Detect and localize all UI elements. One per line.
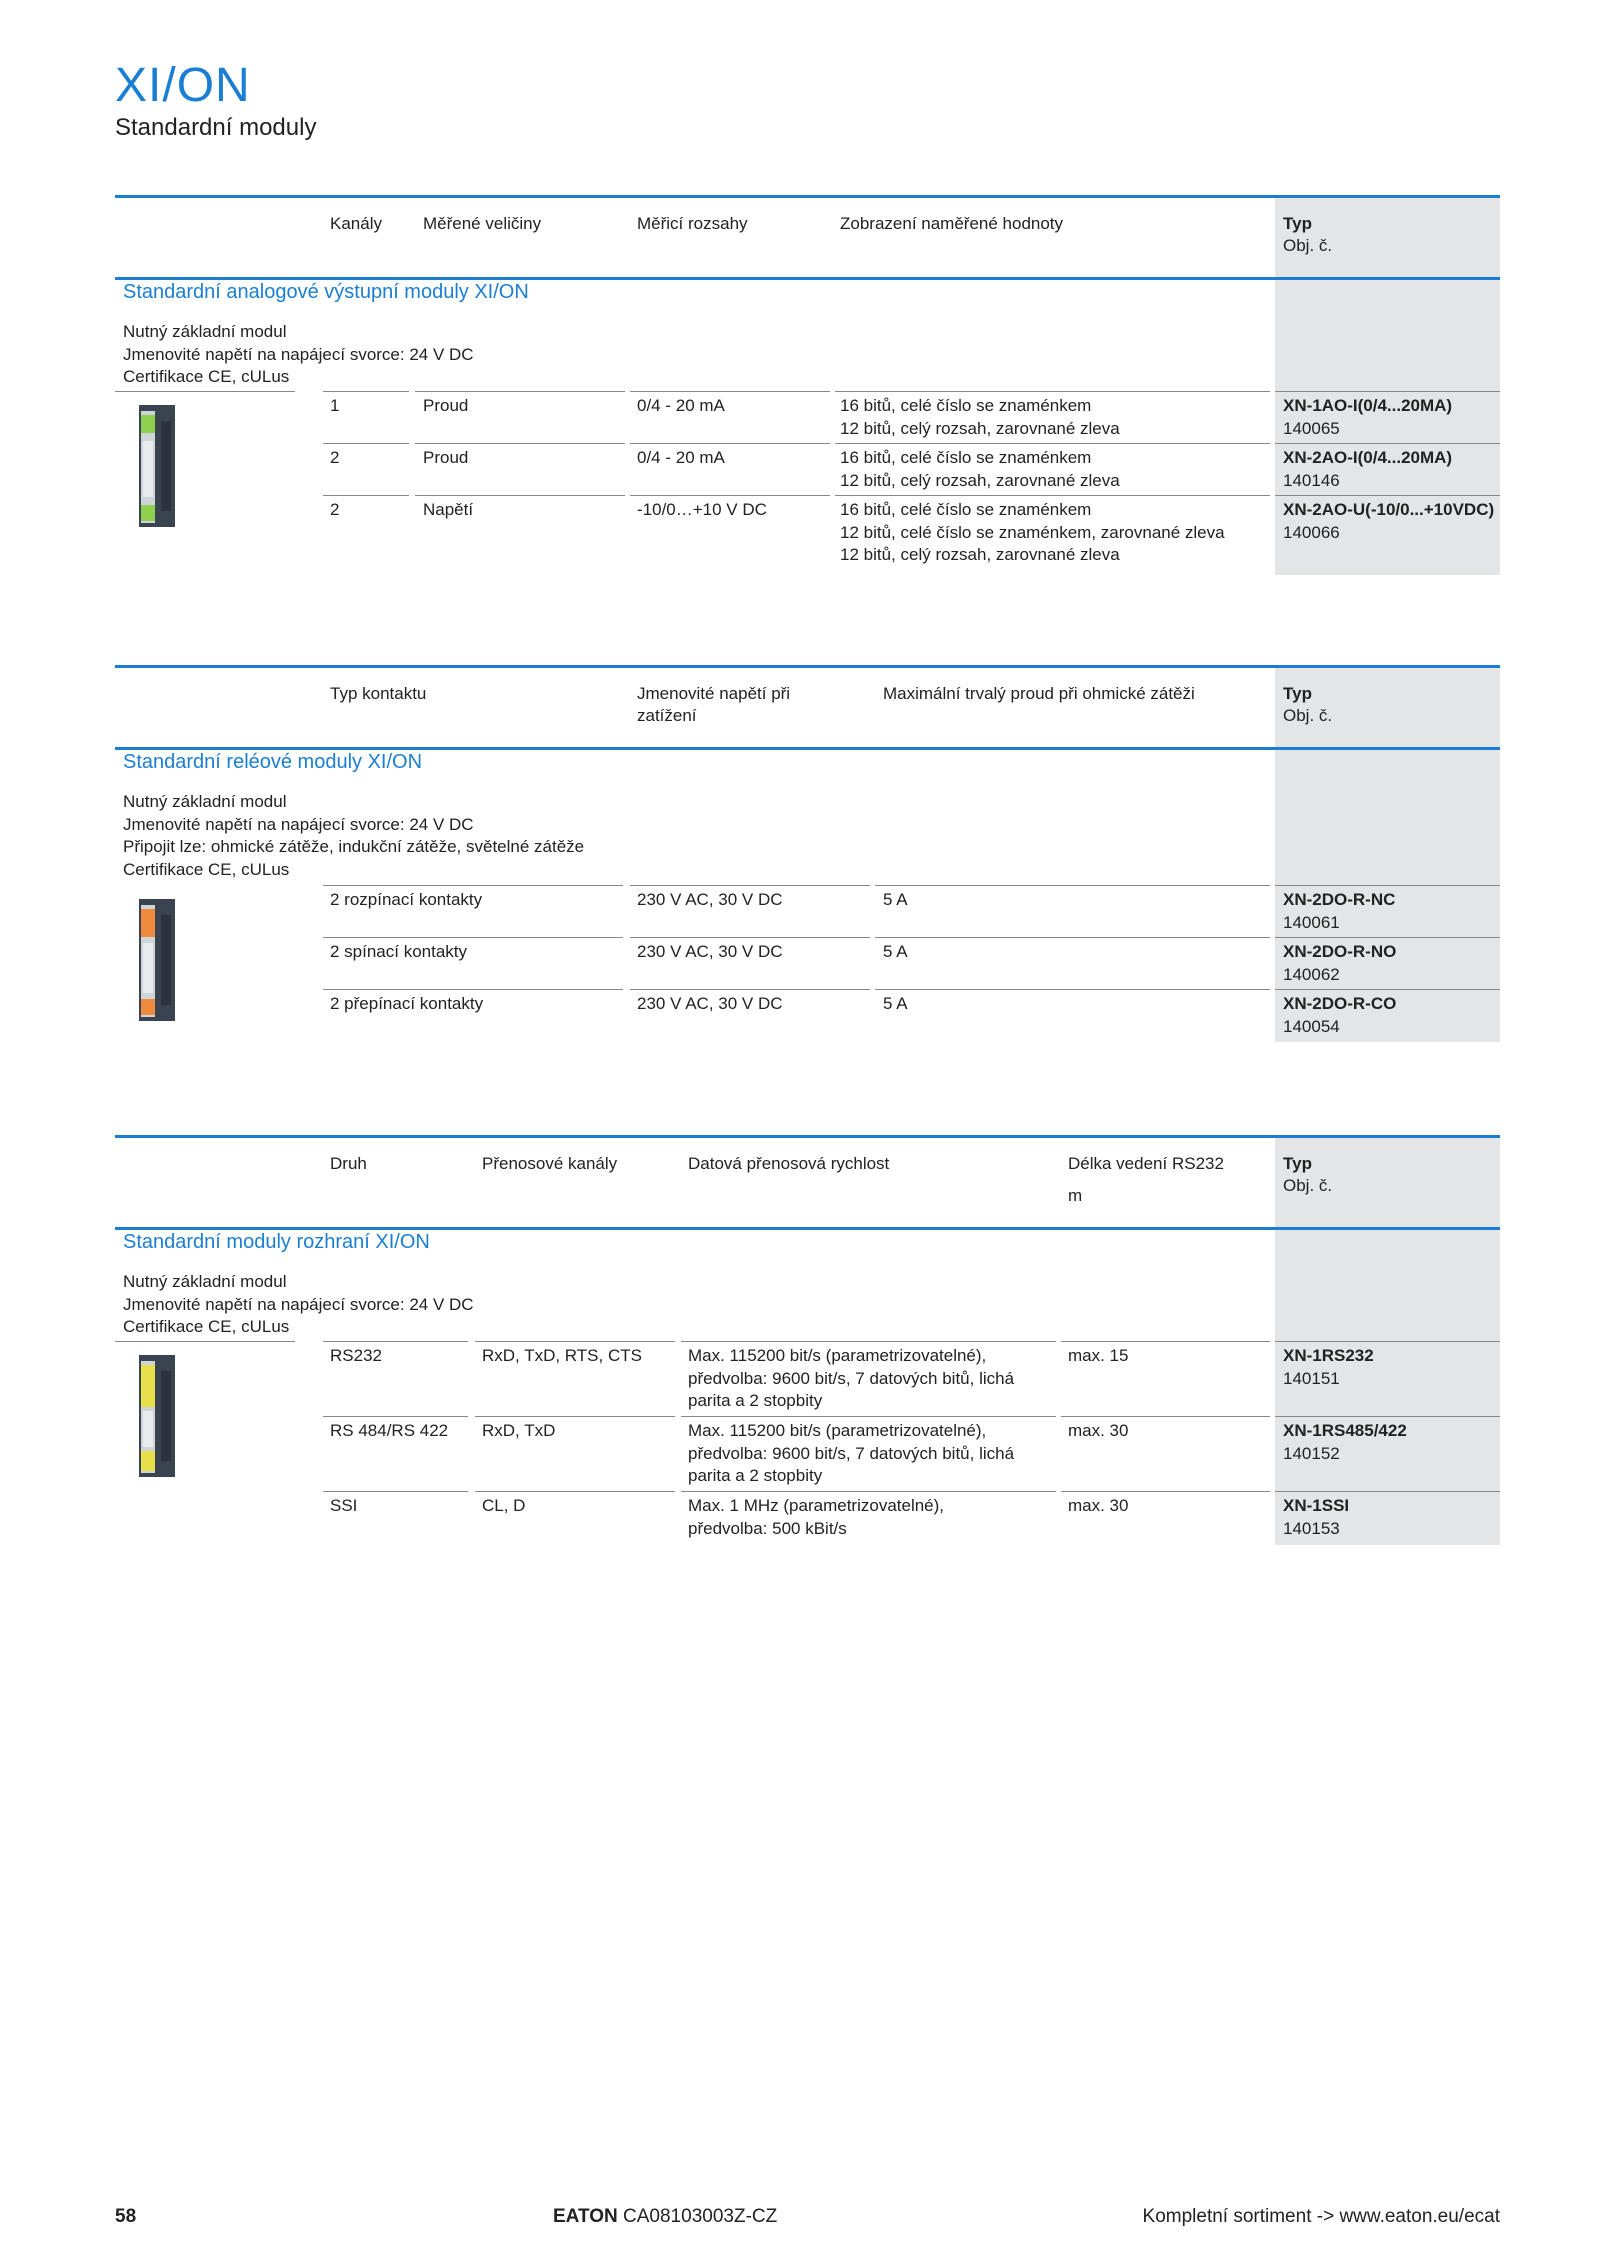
- table-cell: RxD, TxD: [482, 1421, 556, 1440]
- page-subtitle: Standardní moduly: [115, 114, 317, 141]
- table-cell: -10/0…+10 V DC: [637, 500, 767, 519]
- table-cell: SSI: [330, 1496, 358, 1515]
- section-title: Standardní analogové výstupní moduly XI/ON: [123, 281, 529, 303]
- typ-label: Typ: [1283, 1154, 1312, 1173]
- section-notes: Nutný základní modul Jmenovité napětí na napájecí svorce: 24 V DC Certifikace CE, cULus: [123, 1272, 474, 1336]
- col-header: Zobrazení naměřené hodnoty: [840, 214, 1064, 233]
- type-code: XN-2DO-R-NO 140062: [1283, 942, 1397, 984]
- table-cell: 16 bitů, celé číslo se znaménkem 12 bitů, celé číslo se znaménkem, zarovnané zleva 12 bitů, celý rozsah, zarovnané zleva: [840, 500, 1225, 564]
- type-code: XN-1RS485/422 140152: [1283, 1421, 1407, 1463]
- table-cell: 0/4 - 20 mA: [637, 448, 725, 467]
- section-title: Standardní moduly rozhraní XI/ON: [123, 1231, 430, 1253]
- col-header: Typ kontaktu: [330, 684, 427, 703]
- section-analog: [115, 195, 1500, 575]
- table-cell: RxD, TxD, RTS, CTS: [482, 1346, 642, 1365]
- table-cell: 1: [330, 396, 340, 415]
- table-cell: 230 V AC, 30 V DC: [637, 994, 783, 1013]
- type-code: XN-1AO-I(0/4...20MA) 140065: [1283, 396, 1453, 438]
- col-header: Maximální trvalý proud při ohmické zátěži: [883, 684, 1195, 703]
- footer-link[interactable]: Kompletní sortiment -> www.eaton.eu/ecat: [1142, 2206, 1500, 2227]
- table-cell: Max. 115200 bit/s (parametrizovatelné), předvolba: 9600 bit/s, 7 datových bitů, lichá parita a 2 stopbity: [688, 1346, 1015, 1410]
- section-title: Standardní reléové moduly XI/ON: [123, 751, 423, 773]
- brand-title: XI/ON: [115, 59, 251, 112]
- section-notes: Nutný základní modul Jmenovité napětí na napájecí svorce: 24 V DC Certifikace CE, cULus: [123, 322, 474, 386]
- table-cell: 16 bitů, celé číslo se znaménkem 12 bitů, celý rozsah, zarovnané zleva: [840, 396, 1120, 438]
- type-code: XN-1SSI 140153: [1283, 1496, 1350, 1538]
- module-image: [125, 401, 185, 531]
- type-code: XN-2AO-U(-10/0...+10VDC) 140066: [1283, 500, 1495, 542]
- type-code: XN-2DO-R-NC 140061: [1283, 890, 1396, 932]
- table-cell: CL, D: [482, 1496, 526, 1515]
- footer-doc: EATON CA08103003Z-CZ: [553, 2206, 778, 2227]
- col-header: Jmenovité napětí při zatížení: [637, 684, 791, 725]
- table-cell: 5 A: [883, 890, 908, 909]
- table-cell: Max. 1 MHz (parametrizovatelné), předvolba: 500 kBit/s: [688, 1496, 945, 1538]
- table-cell: 2 spínací kontakty: [330, 942, 468, 961]
- col-header: Měřicí rozsahy: [637, 214, 748, 233]
- section-interface: [115, 1135, 1500, 1545]
- table-cell: 5 A: [883, 994, 908, 1013]
- module-image: [125, 1351, 185, 1481]
- table-cell: 230 V AC, 30 V DC: [637, 942, 783, 961]
- typ-label: Typ: [1283, 684, 1312, 703]
- table-cell: Proud: [423, 448, 469, 467]
- col-header: Přenosové kanály: [482, 1154, 618, 1173]
- col-unit: m: [1068, 1186, 1083, 1205]
- table-cell: Proud: [423, 396, 469, 415]
- table-cell: 5 A: [883, 942, 908, 961]
- table-cell: max. 15: [1068, 1346, 1129, 1365]
- type-code: XN-2AO-I(0/4...20MA) 140146: [1283, 448, 1453, 490]
- table-cell: max. 30: [1068, 1421, 1129, 1440]
- table-cell: Napětí: [423, 500, 474, 519]
- table-cell: 16 bitů, celé číslo se znaménkem 12 bitů, celý rozsah, zarovnané zleva: [840, 448, 1120, 490]
- typ-label: Typ: [1283, 214, 1312, 233]
- page-number: 58: [115, 2206, 137, 2227]
- table-cell: max. 30: [1068, 1496, 1129, 1515]
- table-cell: 230 V AC, 30 V DC: [637, 890, 783, 909]
- section-notes: Nutný základní modul Jmenovité napětí na napájecí svorce: 24 V DC Připojit lze: ohmické zátěže, indukční zátěže, světelné zátěže Certifikace CE, cULus: [123, 792, 585, 879]
- table-cell: RS232: [330, 1346, 382, 1365]
- objc-label: Obj. č.: [1283, 706, 1333, 725]
- objc-label: Obj. č.: [1283, 1176, 1333, 1195]
- table-cell: 2 rozpínací kontakty: [330, 890, 483, 909]
- table-cell: 0/4 - 20 mA: [637, 396, 725, 415]
- col-header: Kanály: [330, 214, 382, 233]
- col-header: Měřené veličiny: [423, 214, 542, 233]
- table-cell: RS 484/RS 422: [330, 1421, 449, 1440]
- col-header: Datová přenosová rychlost: [688, 1154, 890, 1173]
- table-cell: Max. 115200 bit/s (parametrizovatelné), předvolba: 9600 bit/s, 7 datových bitů, lichá parita a 2 stopbity: [688, 1421, 1015, 1485]
- col-header: Délka vedení RS232: [1068, 1154, 1224, 1173]
- module-image: [125, 895, 185, 1025]
- section-relay: [115, 665, 1500, 1042]
- type-code: XN-2DO-R-CO 140054: [1283, 994, 1397, 1036]
- type-code: XN-1RS232 140151: [1283, 1346, 1374, 1388]
- objc-label: Obj. č.: [1283, 236, 1333, 255]
- table-cell: 2 přepínací kontakty: [330, 994, 484, 1013]
- col-header: Druh: [330, 1154, 367, 1173]
- table-cell: 2: [330, 500, 340, 519]
- table-cell: 2: [330, 448, 340, 467]
